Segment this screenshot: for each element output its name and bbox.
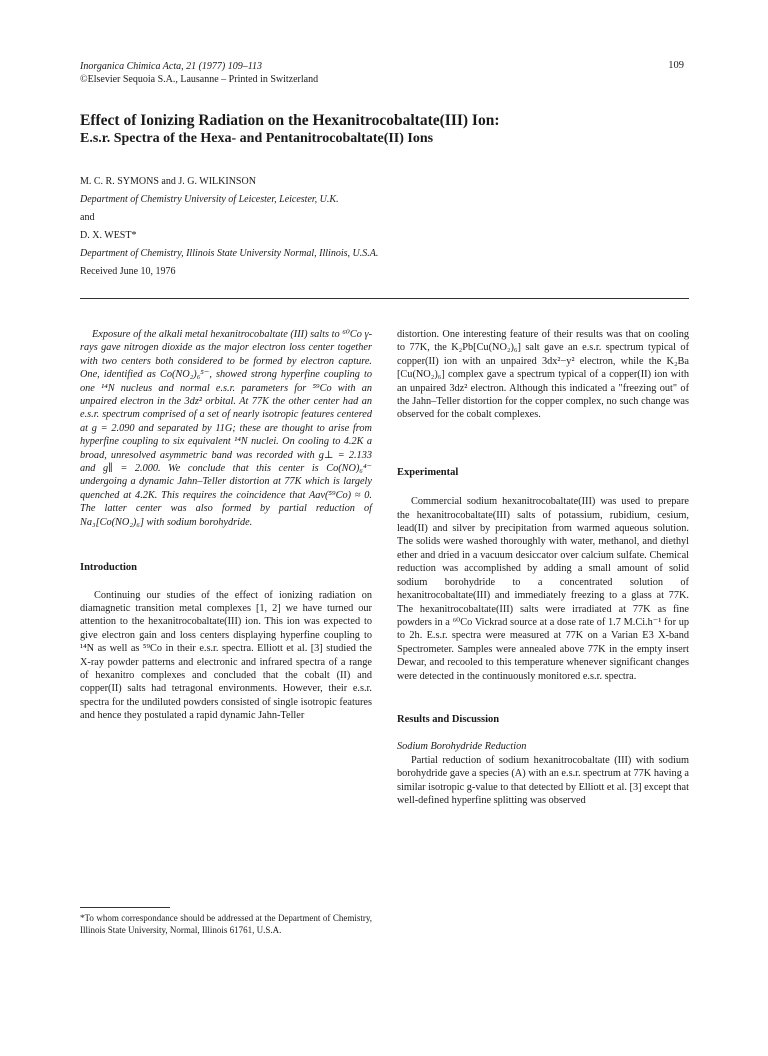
article-subtitle: E.s.r. Spectra of the Hexa- and Pentanitrocobaltate(II) Ions [80,131,434,146]
journal-citation: Inorganica Chimica Acta, 21 (1977) 109–113 [80,61,263,72]
article-title: Effect of Ionizing Radiation on the Hexanitrocobaltate(III) Ion: [80,112,500,129]
page-number: 109 [668,60,684,71]
introduction-heading: Introduction [80,562,137,574]
author-block [80,173,700,281]
left-column [80,328,372,723]
footnote-divider [80,907,170,908]
abstract: Exposure of the alkali metal hexanitrocobaltate (III) salts to ⁶⁰Co γ-rays gave nitrogen dioxide as the major electron loss center together with two centers both considered to be formed by electron capture. One, identified as Co(NO₂)₆⁵⁻, showed strong hyperfine coupling to one ¹⁴N nucleus and normal e.s.r. parameters for ⁵⁹Co with an unpaired electron in the 3dz² orbital. At 77K the other center had an e.s.r. spectrum comprised of a set of nearly isotropic features centered at g = 2.090 and separated by 11G; these are thought to arise from hyperfine coupling to six equivalent ¹⁴N nuclei. On cooling to 4.2K a broad, unresolved asymmetric band was recorded with g⊥ = 2.133 and g∥ = 2.000. We conclude that this center is Co(NO)₆⁴⁻ undergoing a dynamic Jahn–Teller distortion at 77K which is largely quenched at 4.2K. This requires the coincidence that Aav(⁵⁹Co) ≈ 0. The latter center was also formed by partial reduction of Na₃[Co(NO₂)₆] with sodium borohydride. [80,329,372,528]
right-column [397,328,689,807]
authors-primary: M. C. R. SYMONS and J. G. WILKINSON [80,176,256,187]
continuation-text: distortion. One interesting feature of their results was that on cooling to 77K, the K₂Pb[Cu(NO₂)₆] salt gave an e.s.r. spectrum typical of copper(II) ion with an unpaired 3dx²−y² electron, while the K₂Ba [Cu(NO₂)₆] complex gave a spectrum typical of a copper(II) ion with an unpaired 3dz² electron. Although this indicated a "freezing out" of the Jahn–Teller distortion for the copper complex, no such change was observed for the cobalt complexes. [397,329,689,421]
experimental-text: Commercial sodium hexanitrocobaltate(III) was used to prepare the hexanitrocobaltate(III) salts of potassium, rubidium, cesium, lead(II) and silver by precipitation from warmed aqueous solution. The solids were washed thoroughly with water, methanol, and diethyl ether and dried in a vacuum desiccator over calcium sulfate. Chemical reduction was accomplished by adding a small amount of solid sodium borohydride to a concentrated solution of hexanitrocobaltate(III) and immediately freezing to a glass at 77K. The hexanitrocobaltate(III) salts were irradiated at 77K as fine powders in a ⁶⁰Co Vickrad source at a dose rate of 1.7 M.Ci.h⁻¹ for up to 2h. E.s.r. spectra were measured at 77K on a Varian E3 X-band Spectrometer. Samples were annealed above 77K in the empty insert Dewar, and recooled to this temperature whenever significant changes were detected in the continuously monitored e.s.r. spectra. [397,496,689,682]
results-text: Partial reduction of sodium hexanitrocobaltate (III) with sodium borohydride gave a species (A) with an e.s.r. spectrum at 77K having a similar isotropic g-value to that detected by Elliott et al. [3] except that well-defined hyperfine splitting was observed [397,754,689,806]
affiliation-leicester: Department of Chemistry University of Leicester, Leicester, U.K. [80,194,339,205]
received-date: Received June 10, 1976 [80,266,176,277]
experimental-heading: Experimental [397,466,459,478]
affiliation-illinois: Department of Chemistry, Illinois State University Normal, Illinois, U.S.A. [80,248,379,259]
introduction-text: Continuing our studies of the effect of ionizing radiation on diamagnetic transition metal complexes [1, 2] we have turned our attention to the hexanitrocobaltate(III) ion. This ion was expected to give electron gain and loss centers displaying hyperfine coupling to ¹⁴N as well as ⁵⁹Co in their e.s.r. spectra. Elliott et al. [3] studied the X-ray powder patterns and electronic and infrared spectra of a range of hexanitro complexes and concluded that the cobalt (II) and copper(II) salts had tetragonal environments. However, their e.s.r. spectra for the undiluted powders consisted of single isotropic features and hence they postulated a rapid dynamic Jahn-Teller [80,589,372,722]
results-subheading: Sodium Borohydride Reduction [397,741,527,753]
publisher-line: ©Elsevier Sequoia S.A., Lausanne – Printed in Switzerland [80,74,319,85]
and-connector: and [80,212,95,223]
footnote: *To whom correspondance should be addressed at the Department of Chemistry, Illinois State University, Normal, Illinois 61761, U.S.A. [80,913,372,935]
results-heading: Results and Discussion [397,713,500,725]
authors-secondary: D. X. WEST* [80,230,137,241]
header-divider [80,298,689,299]
journal-header [80,60,318,86]
article-title-block [80,112,700,148]
